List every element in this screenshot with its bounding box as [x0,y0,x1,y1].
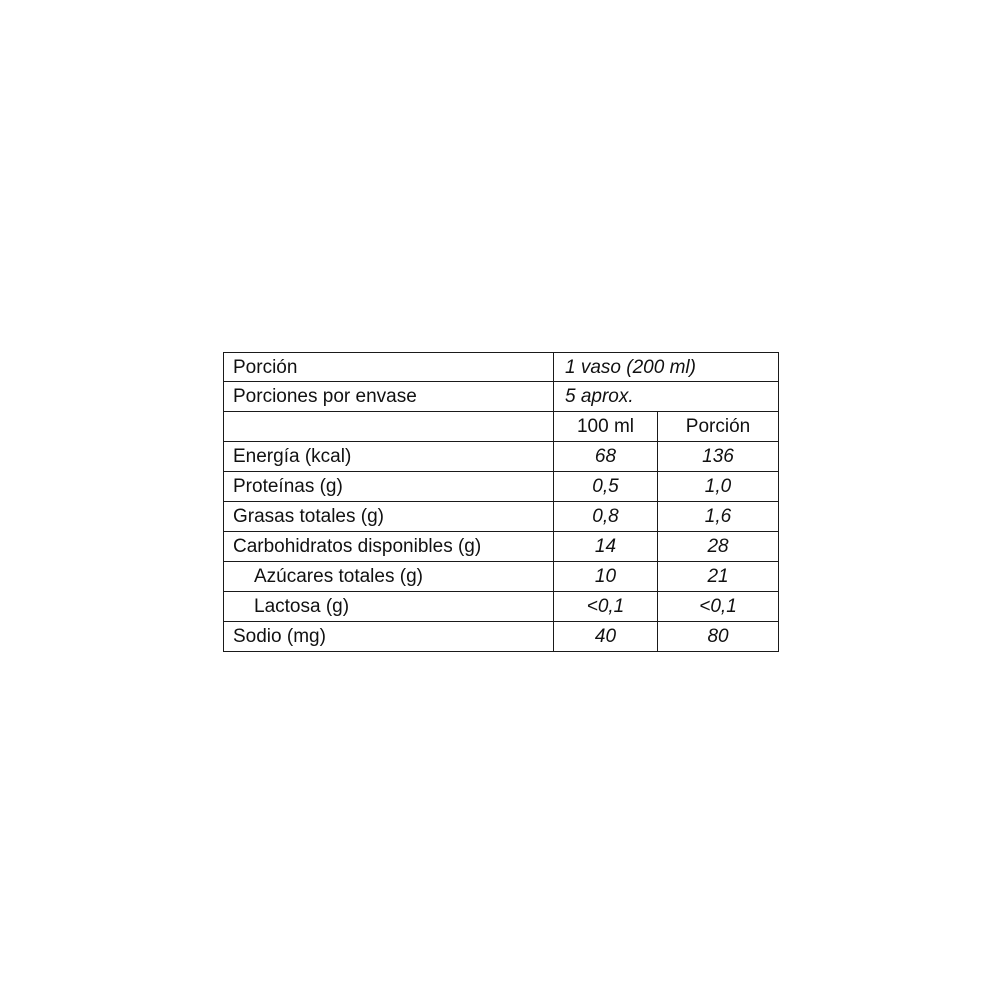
table-row [224,502,779,532]
servings-per-container-label: Porciones por envase [224,382,554,412]
nutrient-label: Proteínas (g) [224,472,554,502]
nutrient-label: Energía (kcal) [224,442,554,472]
serving-label: Porción [224,353,554,382]
nutrient-label: Lactosa (g) [224,592,554,622]
nutrient-label: Sodio (mg) [224,622,554,652]
nutrient-label: Grasas totales (g) [224,502,554,532]
value-per-portion: 1,0 [658,472,779,502]
value-per-100ml: <0,1 [554,592,658,622]
value-per-100ml: 0,8 [554,502,658,532]
nutrient-label: Azúcares totales (g) [224,562,554,592]
serving-row [224,353,779,382]
value-per-100ml: 14 [554,532,658,562]
value-per-portion: 21 [658,562,779,592]
servings-per-container-row [224,382,779,412]
table-row [224,622,779,652]
value-per-portion: 136 [658,442,779,472]
column-header-portion: Porción [658,412,779,442]
serving-value: 1 vaso (200 ml) [554,353,779,382]
table-row [224,592,779,622]
value-per-100ml: 10 [554,562,658,592]
table-row [224,472,779,502]
value-per-100ml: 40 [554,622,658,652]
column-header-100ml: 100 ml [554,412,658,442]
table-row [224,562,779,592]
servings-per-container-value: 5 aprox. [554,382,779,412]
value-per-100ml: 68 [554,442,658,472]
value-per-portion: 1,6 [658,502,779,532]
value-per-100ml: 0,5 [554,472,658,502]
value-per-portion: 80 [658,622,779,652]
value-per-portion: <0,1 [658,592,779,622]
table-row [224,532,779,562]
table-row [224,442,779,472]
nutrient-label: Carbohidratos disponibles (g) [224,532,554,562]
column-header-row [224,412,779,442]
header-blank-cell [224,412,554,442]
value-per-portion: 28 [658,532,779,562]
nutrition-facts-table [223,352,779,652]
